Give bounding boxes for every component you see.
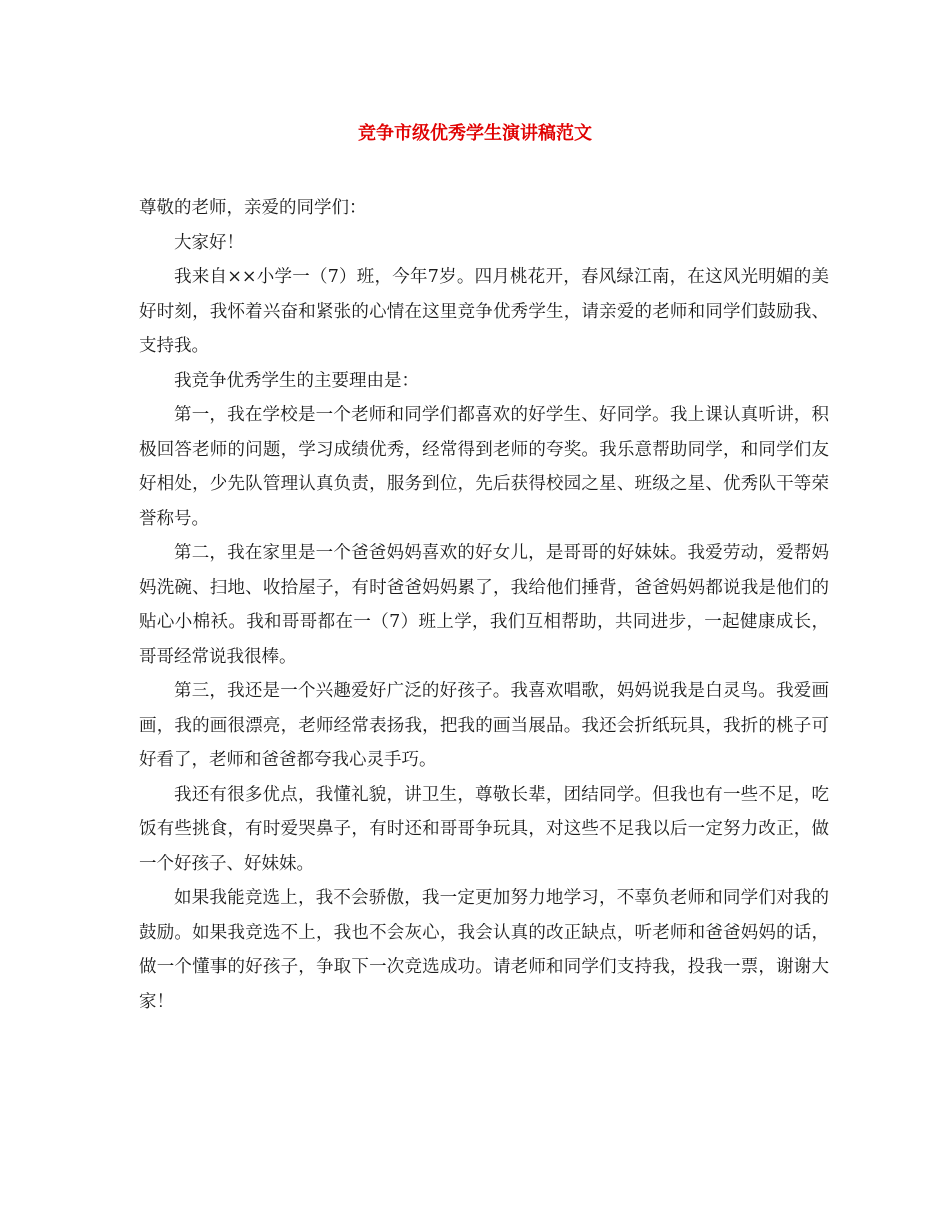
paragraph-strengths-weaknesses: 我还有很多优点，我懂礼貌，讲卫生，尊敬长辈，团结同学。但我也有一些不足，吃饭有些挑食，有时爱哭鼻子，有时还和哥哥争玩具，对这些不足我以后一定努力改正，做一个好孩子、好妹妹。 (139, 784, 829, 874)
paragraph-reason-three: 第三，我还是一个兴趣爱好广泛的好孩子。我喜欢唱歌，妈妈说我是白灵鸟。我爱画画，我的画很漂亮，老师经常表扬我，把我的画当展品。我还会折纸玩具，我折的桃子可好看了，老师和爸爸都夸我心灵手巧。 (139, 681, 829, 770)
paragraph-greeting: 大家好！ (174, 232, 244, 253)
paragraph-introduction: 我来自××小学一（7）班，今年7岁。四月桃花开，春风绿江南，在这风光明媚的美好时刻，我怀着兴奋和紧张的心情在这里竞争优秀学生，请亲爱的老师和同学们鼓励我、支持我。 (139, 267, 829, 356)
document-title: 竞争市级优秀学生演讲稿范文 (358, 123, 592, 144)
paragraph-closing: 如果我能竞选上，我不会骄傲，我一定更加努力地学习，不辜负老师和同学们对我的鼓励。如果我竞选不上，我也不会灰心，我会认真的改正缺点，听老师和爸爸妈妈的话，做一个懂事的好孩子，争取下一次竞选成功。请老师和同学们支持我，投我一票，谢谢大家！ (139, 888, 829, 1012)
paragraph-reason-two: 第二，我在家里是一个爸爸妈妈喜欢的好女儿，是哥哥的好妹妹。我爱劳动，爱帮妈妈洗碗、扫地、收拾屋子，有时爸爸妈妈累了，我给他们捶背，爸爸妈妈都说我是他们的贴心小棉袄。我和哥哥都在一（7）班上学，我们互相帮助，共同进步，一起健康成长，哥哥经常说我很棒。 (139, 543, 829, 667)
paragraph-reason-one: 第一，我在学校是一个老师和同学们都喜欢的好学生、好同学。我上课认真听讲，积极回答老师的问题，学习成绩优秀，经常得到老师的夸奖。我乐意帮助同学，和同学们友好相处，少先队管理认真负责，服务到位，先后获得校园之星、班级之星、优秀队干等荣誉称号。 (139, 405, 829, 529)
paragraph-reasons-heading: 我竞争优秀学生的主要理由是： (174, 370, 419, 391)
document-body (139, 191, 829, 1019)
salutation: 尊敬的老师，亲爱的同学们： (139, 198, 367, 218)
